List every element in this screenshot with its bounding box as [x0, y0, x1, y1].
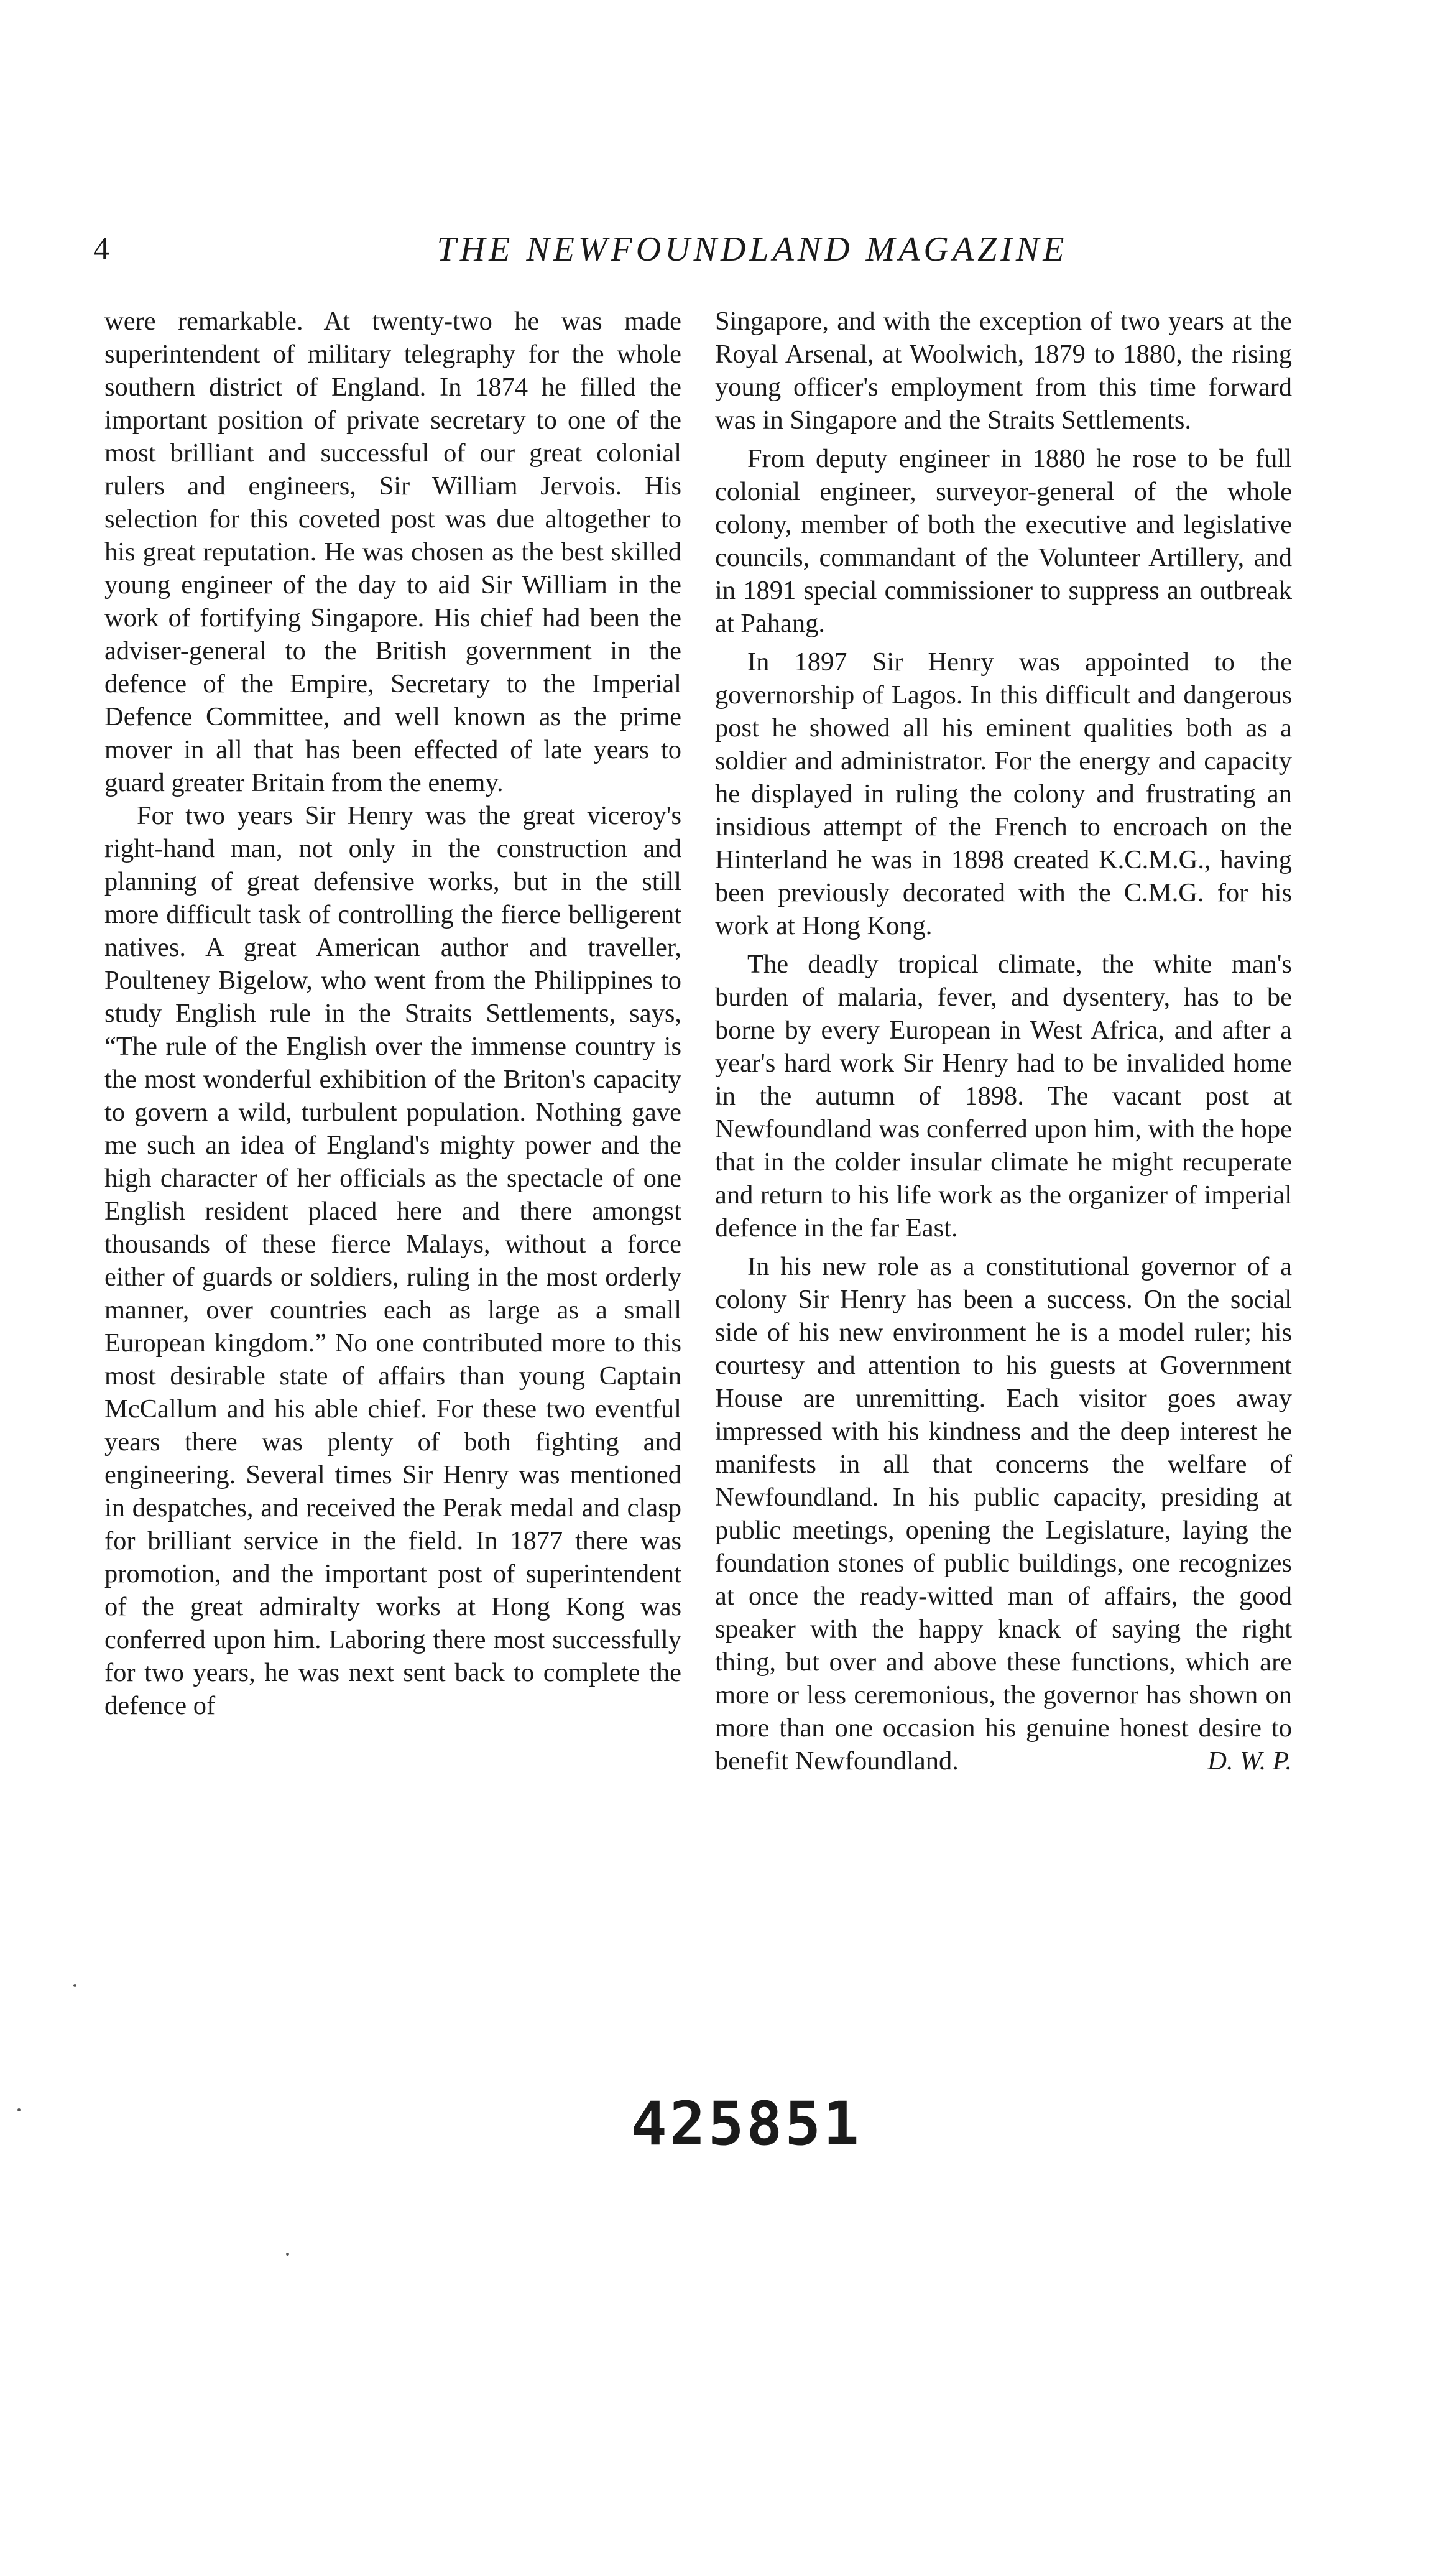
running-title: THE NEWFOUNDLAND MAGAZINE — [436, 230, 1068, 269]
scan-speck — [73, 1984, 76, 1987]
page-number: 4 — [93, 231, 109, 267]
paragraph: For two years Sir Henry was the great viceroy's right-hand man, not only in the construction and planning of great defensive works, but in the still more difficult task of controlling the fierce belligerent natives. A great American author and traveller, Poulteney Bigelow, who went from the Philippines to study English rule in the Straits Settlements, says, “The rule of the English over the immense country is the most wonderful exhibition of the Briton's capacity to govern a wild, turbulent population. Nothing gave me such an idea of England's mighty power and the high character of her officials as the spectacle of one English resident placed here and there amongst thousands of these fierce Malays, without a force either of guards or soldiers, ruling in the most orderly manner, over countries each as large as a small European kingdom.” No one contributed more to this most desirable state of affairs than young Captain McCallum and his able chief. For these two eventful years there was plenty of both fighting and engineering. Several times Sir Henry was mentioned in despatches, and received the Perak medal and clasp for brilliant service in the field. In 1877 there was promotion, and the important post of superintendent of the great admiralty works at Hong Kong was conferred upon him. Laboring there most successfully for two years, he was next sent back to complete the defence of — [104, 801, 681, 1720]
paragraph-text: In his new role as a constitutional governor of a colony Sir Henry has been a success. On the social side of his new environment he is a model ruler; his courtesy and attention to his guests at Government House are unremitting. Each visitor goes away impressed with his kindness and the deep interest he manifests in all that concerns the welfare of Newfoundland. In his public capacity, presiding at public meetings, opening the Legislature, laying the foundation stones of public buildings, one recognizes at once the ready-witted man of affairs, the good speaker with the happy knack of saying the right thing, but over and above these functions, which are more or less ceremonious, the governor has shown on more than one occasion his genuine honest desire to benefit Newfoundland. — [715, 1252, 1292, 1776]
paragraph: In 1897 Sir Henry was appointed to the governorship of Lagos. In this difficult and dangerous post he showed all his eminent qualities both as a soldier and administrator. For the energy and capacity he displayed in ruling the colony and frustrating an insidious attempt of the French to encroach on the Hinterland he was in 1898 created K.C.M.G., having been previously decorated with the C.M.G. for his work at Hong Kong. — [715, 647, 1292, 940]
scan-speck — [17, 2108, 21, 2111]
paragraph: The deadly tropical climate, the white man's burden of malaria, fever, and dysentery, has to be borne by every European in West Africa, and after a year's hard work Sir Henry had to be invalided home in the autumn of 1898. The vacant post at Newfoundland was conferred upon him, with the hope that in the colder insular climate he might recuperate and return to his life work as the organizer of imperial defence in the far East. — [715, 950, 1292, 1243]
right-column — [715, 305, 1292, 1777]
catalog-number: 425851 — [631, 2089, 862, 2159]
author-signature: D. W. P. — [1207, 1746, 1292, 1776]
left-column — [104, 305, 681, 1722]
page-header — [93, 228, 1281, 271]
paragraph: Singapore, and with the exception of two years at the Royal Arsenal, at Woolwich, 1879 to 1880, the rising young officer's employment from this time forward was in Singapore and the Straits Settlements. — [715, 307, 1292, 435]
scan-speck — [286, 2253, 289, 2256]
paragraph: From deputy engineer in 1880 he rose to be full colonial engineer, surveyor-general of the whole colony, member of both the executive and legislative councils, commandant of the Volunteer Artillery, and in 1891 special commissioner to suppress an outbreak at Pahang. — [715, 444, 1292, 638]
final-paragraph — [715, 1250, 1292, 1777]
paragraph: were remarkable. At twenty-two he was made superintendent of military telegraphy for the whole southern district of England. In 1874 he filled the important position of private secretary to one of the most brilliant and successful of our great colonial rulers and engineers, Sir William Jervois. His selection for this coveted post was due altogether to his great reputation. He was chosen as the best skilled young engineer of the day to aid Sir William in the work of fortifying Singapore. His chief had been the adviser-general to the British government in the defence of the Empire, Secretary to the Imperial Defence Committee, and well known as the prime mover in all that has been effected of late years to guard greater Britain from the enemy. — [104, 307, 681, 797]
